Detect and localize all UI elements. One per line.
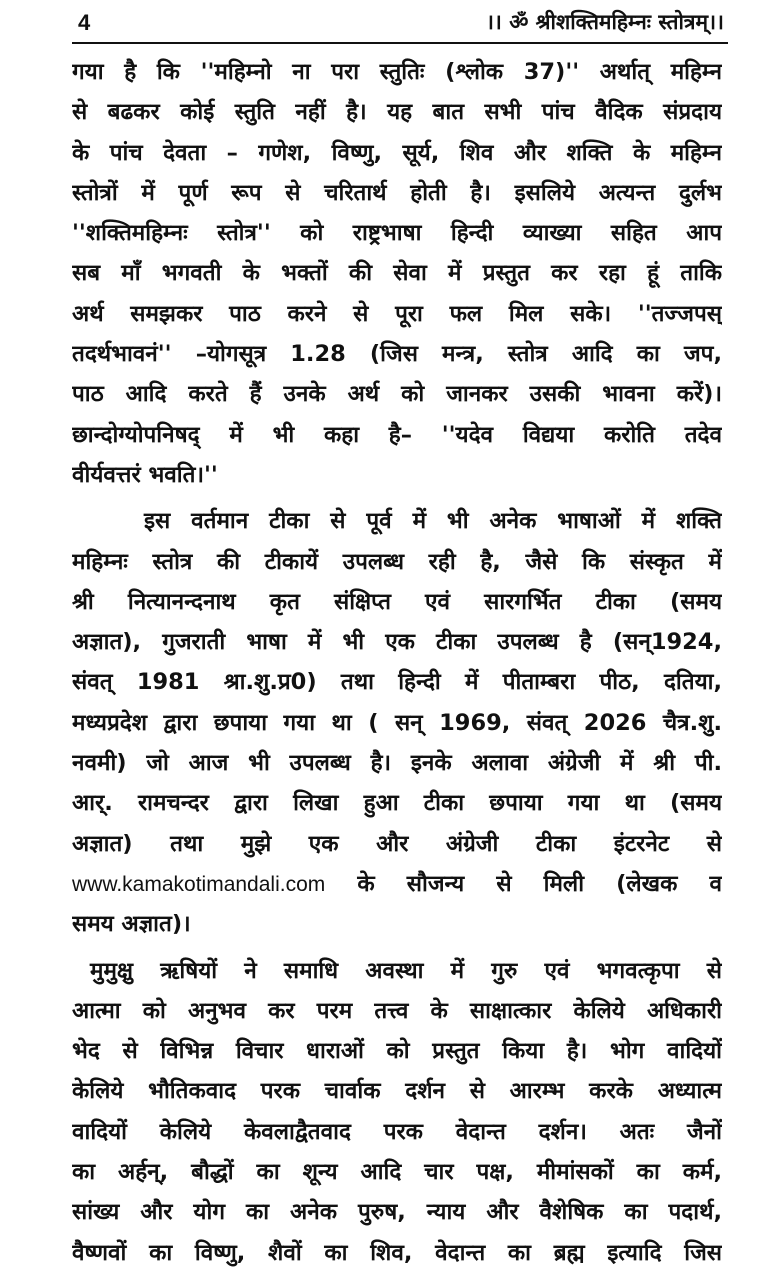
text-line: से बढकर कोई स्तुति नहीं है। यह बात सभी पांच वैदिक संप्रदाय: [72, 99, 722, 126]
text-line: के पांच देवता – गणेश, विष्णु, सूर्य, शिव और शक्ति के महिम्न: [72, 139, 722, 166]
text-line: संवत् 1981 श्रा.शु.प्र0) तथा हिन्दी में पीताम्बरा पीठ, दतिया,: [72, 669, 722, 696]
text-line: पाठ आदि करते हैं उनके अर्थ को जानकर उसकी भावना करें)।: [72, 381, 722, 408]
paragraph-1: [72, 52, 722, 495]
text-line: अर्थ समझकर पाठ करने से पूरा फल मिल सके। ''तज्जपस्: [72, 300, 722, 327]
running-title: ।। ॐ श्रीशक्तिमहिम्नः स्तोत्रम्।।: [485, 10, 724, 34]
text-line: इस वर्तमान टीका से पूर्व में भी अनेक भाषाओं में शक्ति: [144, 508, 722, 535]
text-line: आत्मा को अनुभव कर परम तत्त्व के साक्षात्कार केलिये अधिकारी: [72, 997, 722, 1024]
text-line: सांख्य और योग का अनेक पुरुष, न्याय और वैशेषिक का पदार्थ,: [72, 1199, 722, 1226]
text-line: ''शक्तिमहिम्नः स्तोत्र'' को राष्ट्रभाषा हिन्दी व्याख्या सहित आप: [72, 220, 722, 247]
text-line: वीर्यवत्तरं भवति।'': [72, 461, 218, 488]
text-line: सब माँ भगवती के भक्तों की सेवा में प्रस्तुत कर रहा हूं ताकि: [72, 260, 722, 287]
text-line: मध्यप्रदेश द्वारा छपाया गया था ( सन् 1969, संवत् 2026 चैत्र.शु.: [72, 709, 722, 736]
text-line: अज्ञात), गुजराती भाषा में भी एक टीका उपलब्ध है (सन्1924,: [72, 629, 722, 656]
text-line: नवमी) जो आज भी उपलब्ध है। इनके अलावा अंग्रेजी में श्री पी.: [72, 750, 722, 777]
text-line: आर्. रामचन्दर द्वारा लिखा हुआ टीका छपाया गया था (समय: [72, 790, 722, 817]
url-line: [72, 864, 722, 904]
page-header: [72, 0, 728, 44]
paragraph-3: [72, 951, 722, 1273]
text-line: समय अज्ञात)।: [72, 911, 191, 938]
text-line: स्तोत्रों में पूर्ण रूप से चरितार्थ होती है। इसलिये अत्यन्त दुर्लभ: [72, 179, 722, 206]
page-number: 4: [78, 10, 91, 35]
text-line: छान्दोग्योपनिषद् में भी कहा है– ''यदेव विद्यया करोति तदेव: [72, 421, 722, 448]
text-line: अज्ञात) तथा मुझे एक और अंग्रेजी टीका इंटरनेट से: [72, 830, 722, 857]
text-line: तदर्थभावनं'' –योगसूत्र 1.28 (जिस मन्त्र, स्तोत्र आदि का जप,: [72, 341, 722, 368]
text-line: श्री नित्यानन्दनाथ कृत संक्षिप्त एवं सारगर्भित टीका (समय: [72, 588, 722, 615]
text-line: केलिये भौतिकवाद परक चार्वाक दर्शन से आरम्भ करके अध्यात्म: [72, 1078, 722, 1105]
text-line: का अर्हन्, बौद्धों का शून्य आदि चार पक्ष, मीमांसकों का कर्म,: [72, 1159, 722, 1186]
url-line-text: के सौजन्य से मिली (लेखक व: [325, 870, 722, 897]
text-line: गया है कि ''महिम्नो ना परा स्तुतिः (श्लोक 37)'' अर्थात् महिम्न: [72, 59, 722, 85]
paragraph-2: [72, 501, 722, 944]
text-line: मुमुक्षु ऋषियों ने समाधि अवस्था में गुरु एवं भगवत्कृपा से: [90, 957, 722, 984]
text-line: भेद से विभिन्न विचार धाराओं को प्रस्तुत किया है। भोग वादियों: [72, 1038, 722, 1065]
text-line: वैष्णवों का विष्णु, शैवों का शिव, वेदान्त का ब्रह्म इत्यादि जिस: [72, 1239, 722, 1266]
website-url: www.kamakotimandali.com: [72, 872, 326, 896]
text-line: महिम्नः स्तोत्र की टीकायें उपलब्ध रही है, जैसे कि संस्कृत में: [72, 548, 722, 575]
text-line: वादियों केलिये केवलाद्वैतवाद परक वेदान्त दर्शन। अतः जैनों: [72, 1118, 722, 1145]
